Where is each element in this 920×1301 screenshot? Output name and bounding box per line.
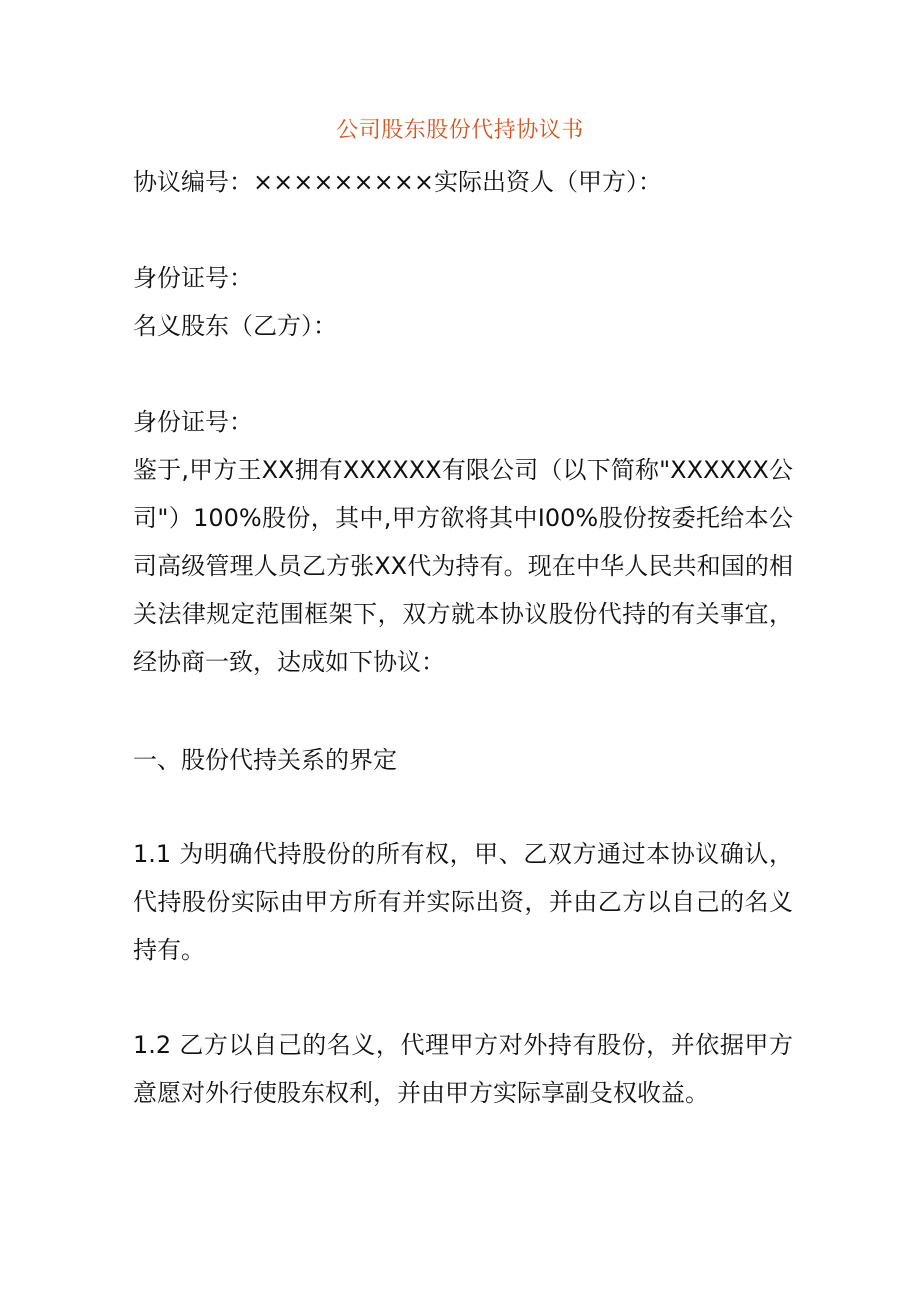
agreement-number-line: 协议编号：×××××××××实际出资人（甲方）：	[133, 168, 662, 196]
document-title: 公司股东股份代持协议书	[336, 118, 584, 143]
id-number-line-party-b: 身份证号：	[133, 408, 253, 436]
section-1-heading: 一、股份代持关系的界定	[133, 746, 397, 774]
clause-1-1: 1.1 为明确代持股份的所有权，甲、乙双方通过本协议确认，代持股份实际由甲方所有并实际出资，并由乙方以自己的名义持有。	[133, 840, 793, 964]
clause-1-2: 1.2 乙方以自己的名义，代理甲方对外持有股份，并依据甲方意愿对外行使股东权利，并由甲方实际享副殳权收益。	[133, 1031, 793, 1107]
recital-paragraph: 鉴于,甲方王XX拥有XXXXXX有限公司（以下简称"XXXXXX公司"）100%股份，其中,甲方欲将其中I00%股份按委托给本公司高级管理人员乙方张XX代为持有。现在中华人民共和国的相关法律规定范围框架下，双方就本协议股份代持的有关事宜，经协商一致，达成如下协议：	[133, 456, 793, 676]
nominee-shareholder-line: 名义股东（乙方）：	[133, 312, 337, 340]
id-number-line-party-a: 身份证号：	[133, 264, 253, 292]
